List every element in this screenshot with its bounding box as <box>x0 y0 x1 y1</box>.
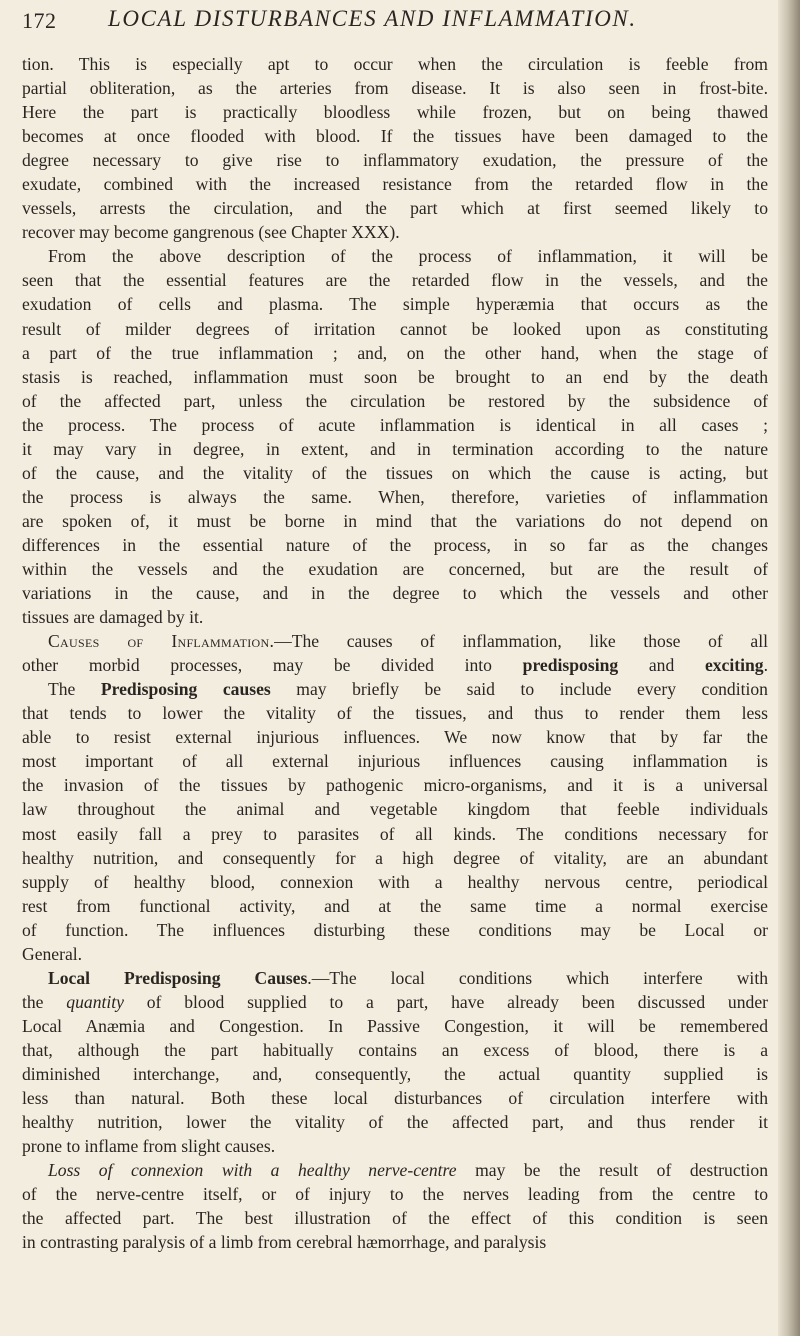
line-text: a part of the true inflammation ; and, on the other hand, when the stage of <box>22 342 768 363</box>
line-text: that, although the part habitually contains an excess of blood, there is a <box>22 1039 768 1060</box>
text-line <box>22 942 768 966</box>
text-line <box>22 918 768 942</box>
bold-term: exciting <box>704 655 764 676</box>
line-text: that tends to lower the vitality of the tissues, and thus to render them less <box>22 703 768 724</box>
text-line <box>22 52 768 76</box>
text-line <box>22 1062 768 1086</box>
page-header <box>22 6 762 36</box>
text-line <box>22 76 768 100</box>
text-line <box>22 1158 768 1182</box>
text-line <box>22 822 768 846</box>
text-line <box>22 341 768 365</box>
line-text: the affected part. The best illustration of the effect of this condition is seen <box>22 1208 768 1229</box>
section-heading: Causes of Inflammation. <box>48 631 275 652</box>
running-head: LOCAL DISTURBANCES AND INFLAMMATION. <box>108 6 637 31</box>
line-text: the invasion of the tissues by pathogenic micro-organisms, and it is a universal <box>22 775 768 796</box>
text-line <box>22 317 768 341</box>
text-line <box>22 268 768 292</box>
text-line <box>22 1134 768 1158</box>
page-spine-edge <box>778 0 800 1336</box>
text-line <box>22 966 768 990</box>
text-line <box>22 557 768 581</box>
line-text: variations in the cause, and in the degree to which the vessels and other <box>22 583 768 604</box>
line-text: Local Anæmia and Congestion. In Passive Congestion, it will be remembered <box>22 1015 768 1036</box>
line-text: it may vary in degree, in extent, and in termination according to the nature <box>22 438 768 459</box>
text-line <box>22 124 768 148</box>
text-line <box>22 244 768 268</box>
line-text: result of milder degrees of irritation cannot be looked upon as constituting <box>22 318 768 339</box>
line-text: of the cause, and the vitality of the tissues on which the cause is acting, but <box>22 462 768 483</box>
text-line <box>22 653 768 677</box>
italic-term: Loss of connexion with a healthy nerve-centre <box>48 1160 457 1181</box>
line-text: tissues are damaged by it. <box>22 607 204 628</box>
line-text: degree necessary to give rise to inflammatory exudation, the pressure of the <box>22 150 768 171</box>
line-text: The <box>48 679 101 700</box>
text-line <box>22 1086 768 1110</box>
line-text: diminished interchange, and, consequently, the actual quantity supplied is <box>22 1063 768 1084</box>
line-text: vessels, arrests the circulation, and the part which at first seemed likely to <box>22 198 768 219</box>
line-text: rest from functional activity, and at the same time a normal exercise <box>22 895 768 916</box>
line-text: differences in the essential nature of the process, in so far as the changes <box>22 534 768 555</box>
line-text: of the affected part, unless the circulation be restored by the subsidence of <box>22 390 768 411</box>
text-line <box>22 437 768 461</box>
line-text: able to resist external injurious influences. We now know that by far the <box>22 727 768 748</box>
text-line <box>22 605 768 629</box>
text-line <box>22 1182 768 1206</box>
text-line <box>22 533 768 557</box>
line-text: healthy nutrition, lower the vitality of the affected part, and thus render it <box>22 1112 768 1133</box>
line-text: the process is always the same. When, therefore, varieties of inflammation <box>22 486 768 507</box>
line-text: General. <box>22 943 83 964</box>
text-line <box>22 172 768 196</box>
line-text: —The causes of inflammation, like those of all <box>274 631 768 652</box>
text-line <box>22 1230 768 1254</box>
line-text: recover may become gangrenous (see Chapter XXX). <box>22 222 400 243</box>
text-line <box>22 677 768 701</box>
text-line <box>22 990 768 1014</box>
text-line <box>22 461 768 485</box>
text-line <box>22 220 768 244</box>
text-line <box>22 485 768 509</box>
bold-term: Local Predisposing Causes <box>48 967 308 988</box>
text-line <box>22 870 768 894</box>
line-text: Here the part is practically bloodless while frozen, but on being thawed <box>22 102 768 123</box>
text-line <box>22 292 768 316</box>
text-line <box>22 196 768 220</box>
line-text: of the nerve-centre itself, or of injury to the nerves leading from the centre to <box>22 1184 768 1205</box>
line-text: most important of all external injurious influences causing inflammation is <box>22 751 768 772</box>
line-text: most easily fall a prey to parasites of all kinds. The conditions necessary for <box>22 823 768 844</box>
italic-term: quantity <box>66 991 124 1012</box>
line-text: .—The local conditions which interfere with <box>307 967 769 988</box>
line-text: prone to inflame from slight causes. <box>22 1136 276 1157</box>
line-text: becomes at once flooded with blood. If the tissues have been damaged to the <box>22 126 768 147</box>
text-line <box>22 365 768 389</box>
line-text: may briefly be said to include every condition <box>270 679 768 700</box>
text-line <box>22 629 768 653</box>
text-line <box>22 846 768 870</box>
text-line <box>22 894 768 918</box>
text-line <box>22 581 768 605</box>
line-text: healthy nutrition, and consequently for a high degree of vitality, are an abundant <box>22 847 768 868</box>
line-text: law throughout the animal and vegetable kingdom that feeble individuals <box>22 799 768 820</box>
line-text: within the vessels and the exudation are concerned, but are the result of <box>22 558 768 579</box>
line-text: may be the result of destruction <box>456 1160 769 1181</box>
text-line <box>22 701 768 725</box>
line-text: of blood supplied to a part, have already been discussed under <box>123 991 768 1012</box>
bold-term: Predisposing causes <box>100 679 271 700</box>
text-line <box>22 1110 768 1134</box>
page-number: 172 <box>22 8 57 33</box>
line-text: tion. This is especially apt to occur when the circulation is feeble from <box>22 54 768 74</box>
text-line <box>22 773 768 797</box>
text-line <box>22 100 768 124</box>
line-text: of function. The influences disturbing these conditions may be Local or <box>22 919 768 940</box>
line-text: stasis is reached, inflammation must soon be brought to an end by the death <box>22 366 768 387</box>
line-text: other morbid processes, may be divided into <box>22 655 523 676</box>
line-text: seen that the essential features are the retarded flow in the vessels, and the <box>22 270 768 291</box>
text-line <box>22 749 768 773</box>
line-text: exudate, combined with the increased resistance from the retarded flow in the <box>22 174 768 195</box>
line-text: . <box>763 655 768 676</box>
line-text: and <box>618 655 705 676</box>
bold-term: predisposing <box>522 655 619 676</box>
text-line <box>22 389 768 413</box>
text-line <box>22 413 768 437</box>
text-line <box>22 1038 768 1062</box>
text-line <box>22 1206 768 1230</box>
line-text: the process. The process of acute inflammation is identical in all cases ; <box>22 414 768 435</box>
line-text: are spoken of, it must be borne in mind that the variations do not depend on <box>22 510 768 531</box>
line-text: the <box>22 991 67 1012</box>
line-text: in contrasting paralysis of a limb from cerebral hæmorrhage, and paralysis <box>22 1232 547 1253</box>
body-text <box>22 52 768 1254</box>
line-text: partial obliteration, as the arteries from disease. It is also seen in frost-bite. <box>22 78 768 99</box>
text-line <box>22 148 768 172</box>
text-line <box>22 509 768 533</box>
line-text: From the above description of the process of inflammation, it will be <box>48 246 768 267</box>
text-line <box>22 1014 768 1038</box>
line-text: supply of healthy blood, connexion with a healthy nervous centre, periodical <box>22 871 768 892</box>
text-line <box>22 797 768 821</box>
line-text: less than natural. Both these local disturbances of circulation interfere with <box>22 1088 768 1109</box>
line-text: exudation of cells and plasma. The simple hyperæmia that occurs as the <box>22 294 768 315</box>
text-line <box>22 725 768 749</box>
